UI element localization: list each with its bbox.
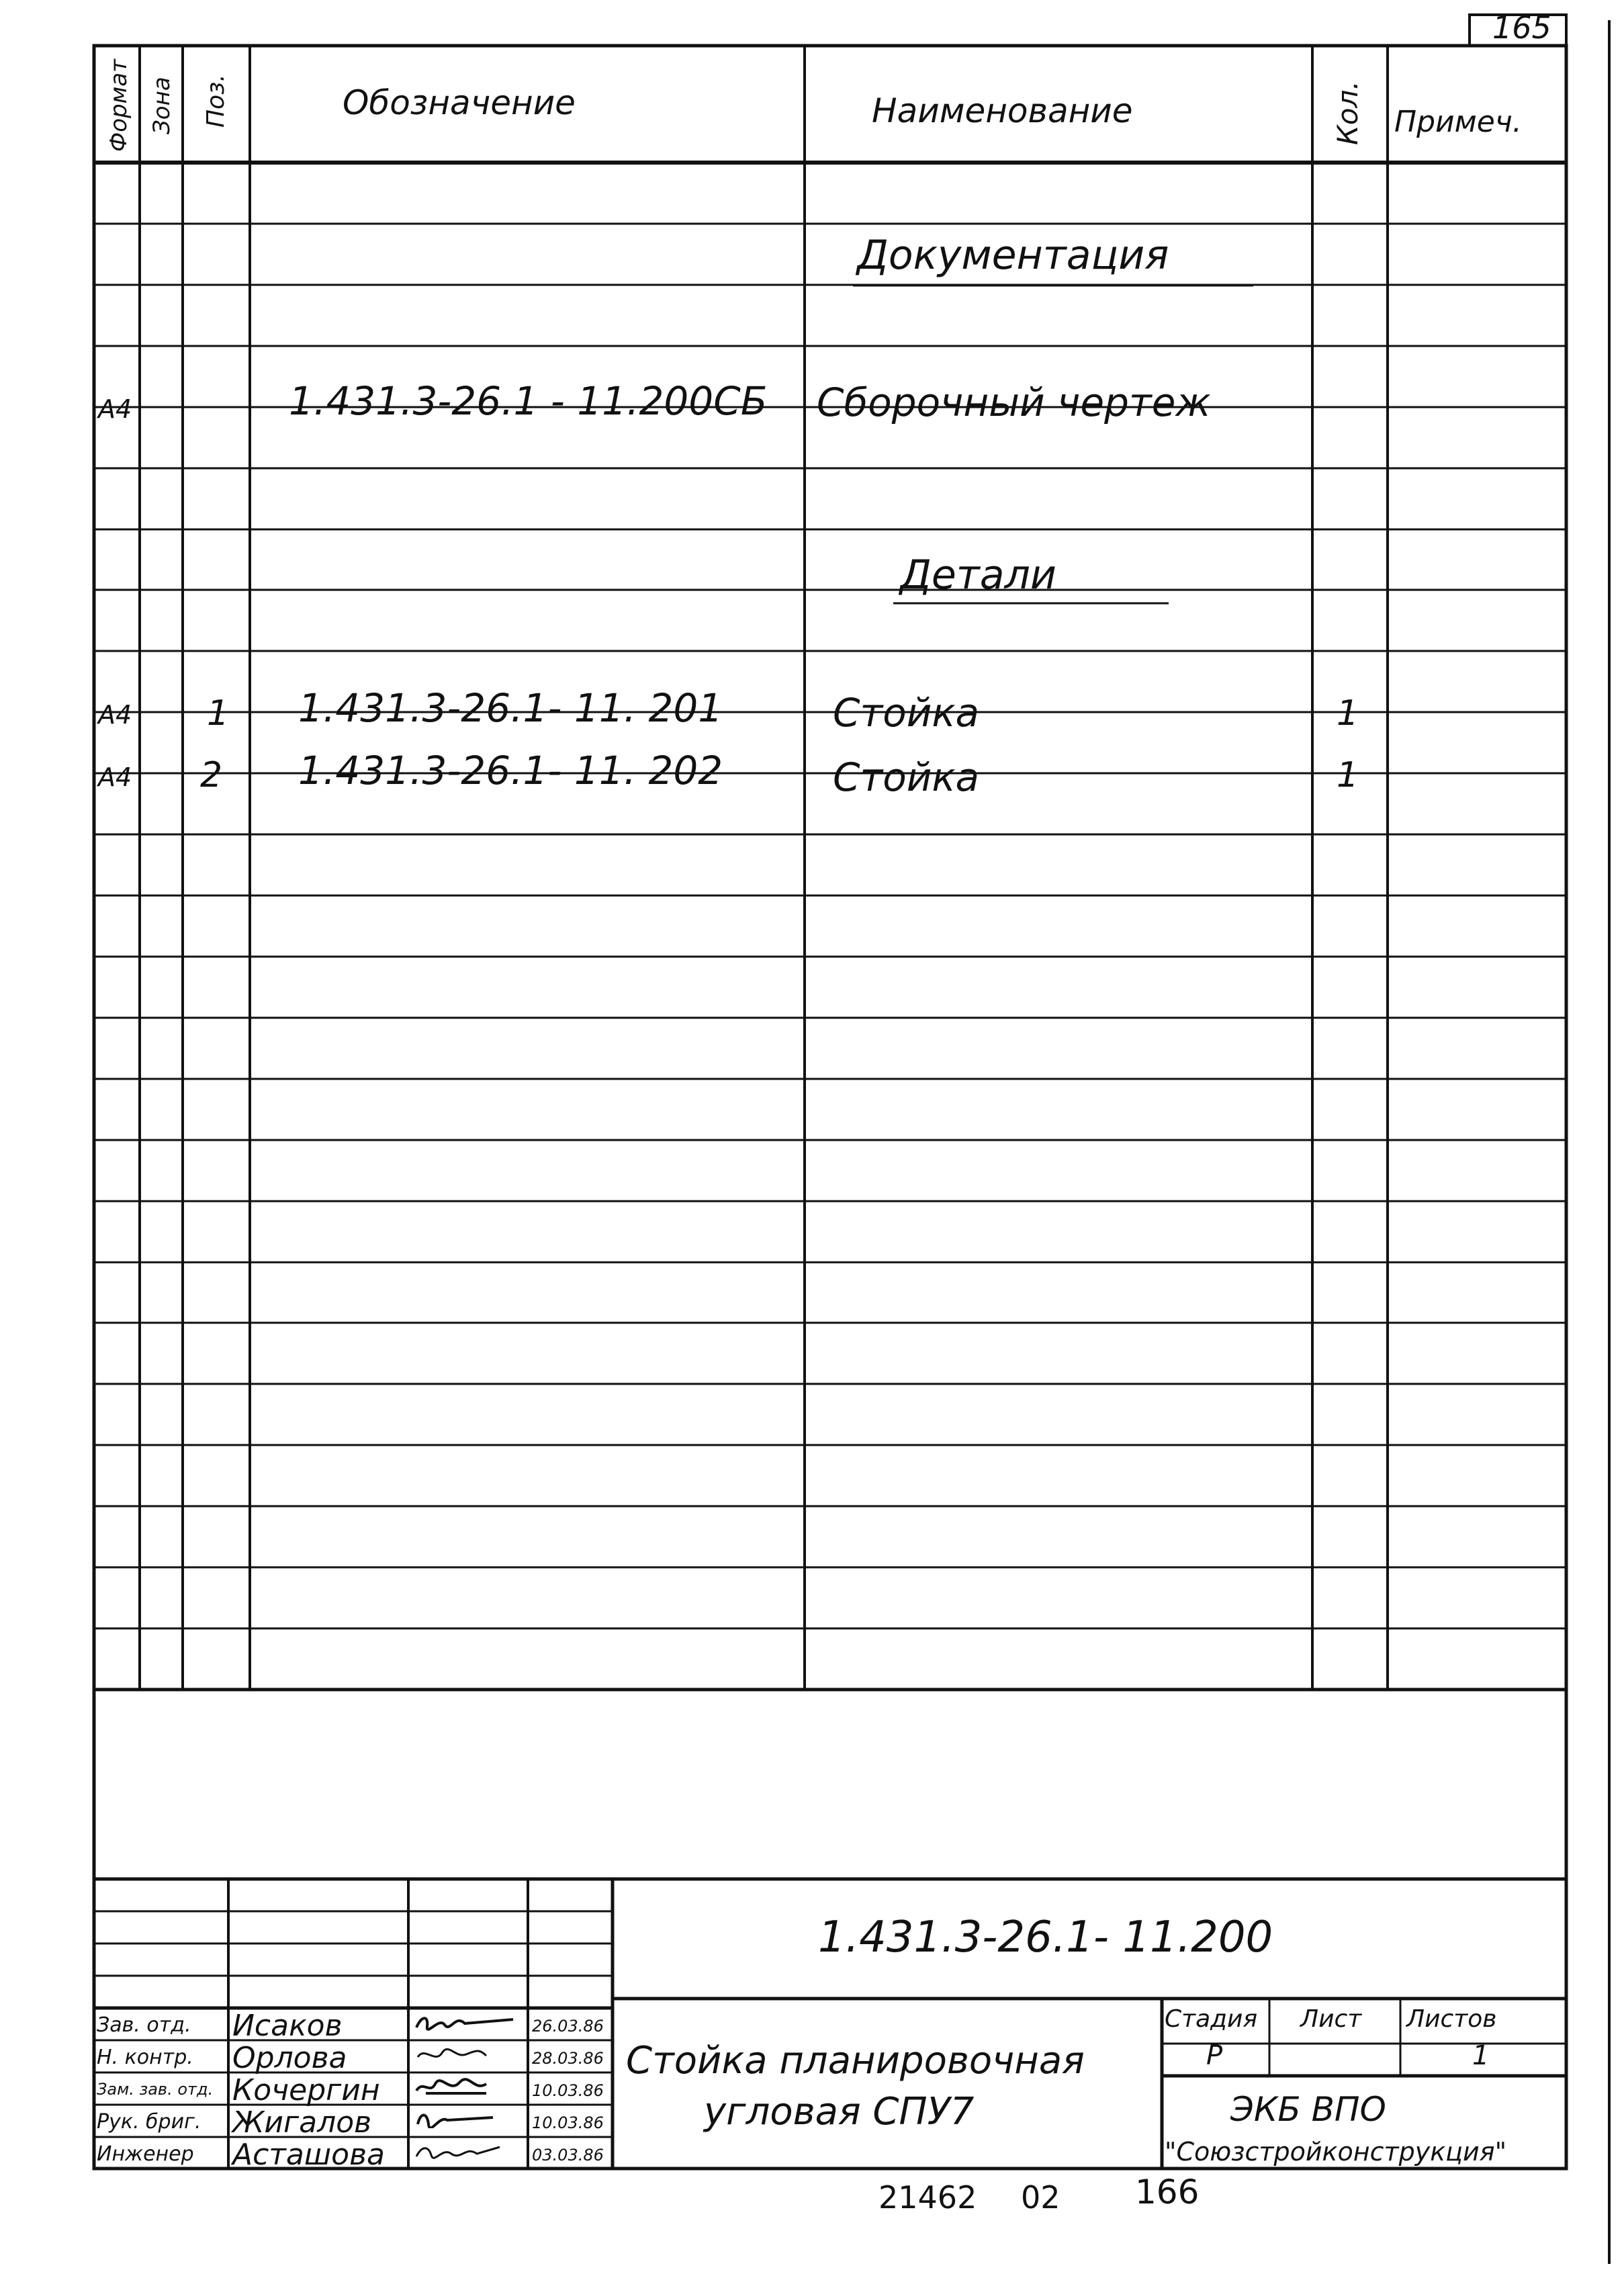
sheet-number: 165: [1492, 9, 1551, 46]
row-pos: 1: [207, 693, 230, 734]
header-qty: Кол.: [1331, 81, 1364, 145]
header-designation: Обозначение: [343, 83, 576, 122]
sheets-value: 1: [1472, 2040, 1490, 2071]
row-designation: 1.431.3-26.1- 11. 201: [298, 685, 723, 731]
signer-date: 26.03.86: [532, 2017, 604, 2036]
signer-date: 10.03.86: [532, 2081, 604, 2100]
signature-astashova: [412, 2142, 525, 2160]
title-line-2: угловая СПУ7: [704, 2090, 975, 2134]
row-qty: 1: [1337, 693, 1359, 734]
signer-role: Рук. бриг.: [97, 2110, 201, 2134]
row-name: Сборочный чертеж: [817, 380, 1211, 425]
row-pos: 2: [200, 755, 223, 795]
row-format: А4: [98, 762, 132, 792]
row-qty: 1: [1337, 755, 1359, 795]
signature-isakov: [412, 2013, 525, 2031]
document-code: 1.431.3-26.1- 11.200: [818, 1913, 1273, 1962]
signer-name: Исаков: [232, 2009, 343, 2043]
row-designation: 1.431.3-26.1 - 11.200СБ: [289, 378, 768, 424]
title-line-1: Стойка планировочная: [626, 2039, 1085, 2083]
row-name: Стойка: [833, 690, 980, 736]
row-name: Стойка: [833, 754, 980, 800]
signer-role: Н. контр.: [97, 2046, 193, 2069]
signer-role: Зав. отд.: [97, 2013, 191, 2037]
signer-name: Кочергин: [232, 2073, 380, 2107]
stage-label: Стадия: [1165, 2005, 1258, 2033]
signer-name: Асташова: [232, 2138, 385, 2172]
row-format: А4: [98, 394, 132, 424]
sheets-label: Листов: [1406, 2005, 1497, 2033]
signer-name: Орлова: [232, 2041, 347, 2075]
signer-role: Инженер: [97, 2142, 194, 2166]
outer-frame: [94, 46, 1566, 2172]
signer-name: Жигалов: [232, 2105, 372, 2140]
section-documentation: Документация: [857, 232, 1169, 279]
sheet-label: Лист: [1300, 2005, 1362, 2033]
stage-value: Р: [1206, 2040, 1223, 2071]
header-zone: Зона: [148, 77, 175, 134]
row-format: А4: [98, 700, 132, 730]
bottom-code-2: 02: [1021, 2179, 1061, 2216]
signature-zhigalov: [412, 2109, 525, 2128]
signer-date: 10.03.86: [532, 2113, 604, 2132]
signer-date: 28.03.86: [532, 2049, 604, 2068]
header-pos: Поз.: [202, 74, 230, 128]
header-name: Наименование: [872, 91, 1133, 130]
header-format: Формат: [105, 59, 132, 152]
section-details: Детали: [900, 552, 1056, 599]
signature-kochergin: [412, 2077, 525, 2096]
signature-orlova: [412, 2045, 525, 2064]
bottom-code-3: 166: [1135, 2173, 1200, 2212]
bottom-code-1: 21462: [878, 2179, 977, 2216]
org-line-2: "Союзстройконструкция": [1165, 2137, 1507, 2167]
row-designation: 1.431.3-26.1- 11. 202: [298, 748, 723, 793]
signer-date: 03.03.86: [532, 2146, 604, 2165]
header-note: Примеч.: [1394, 105, 1522, 139]
org-line-1: ЭКБ ВПО: [1230, 2090, 1386, 2129]
signer-role: Зам. зав. отд.: [97, 2080, 214, 2099]
